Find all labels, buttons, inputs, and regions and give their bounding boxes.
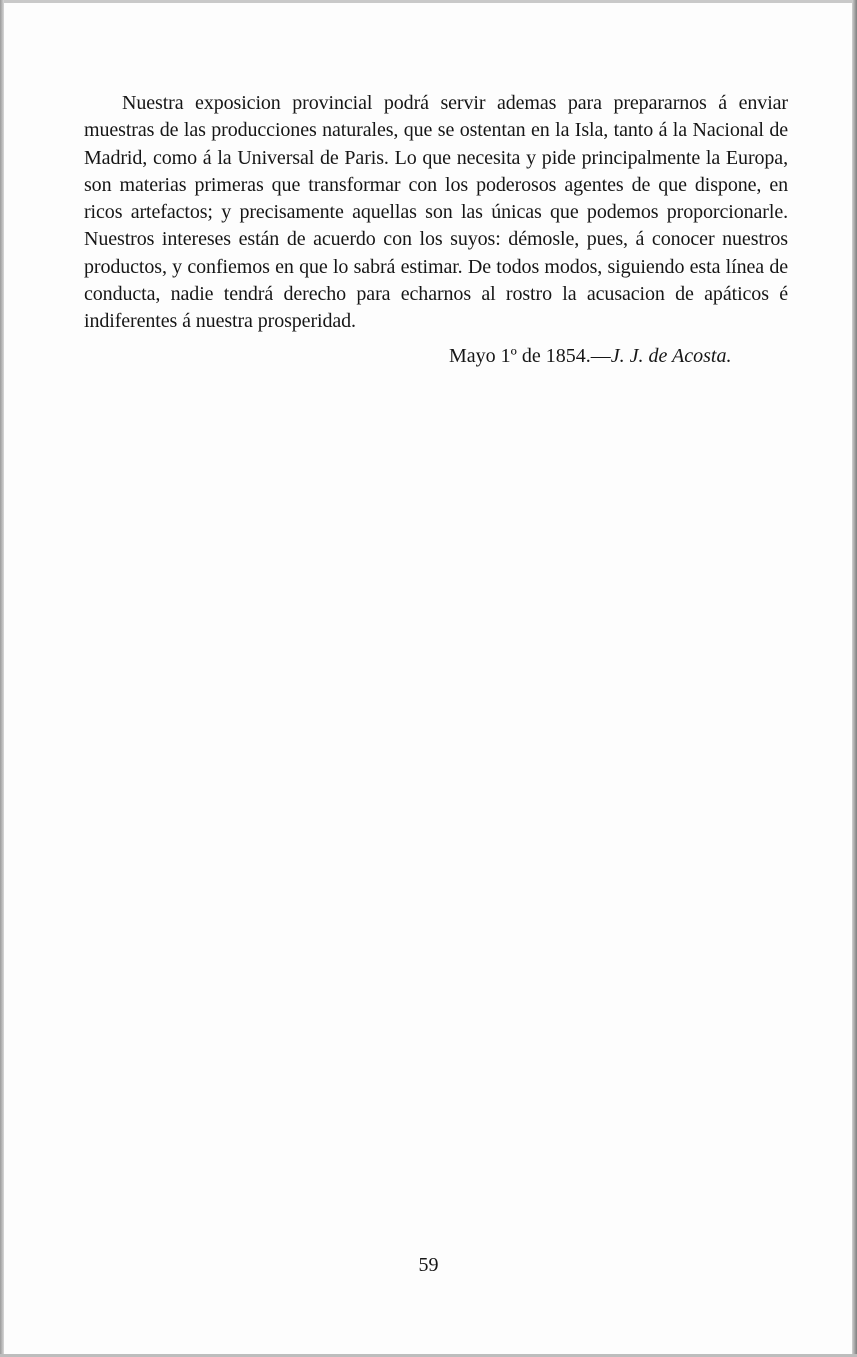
signature-date: Mayo 1º de 1854.— xyxy=(449,345,611,367)
signature-author: J. J. de Acosta. xyxy=(610,345,732,367)
body-paragraph: Nuestra exposicion provincial podrá servir ademas para prepararnos á enviar muestras de las producciones naturales, que se ostentan en la Isla, tanto á la Nacional de Madrid, como á la Universal de Paris. Lo que necesita y pide principalmente la Europa, son materias primeras que transformar con los poderosos agentes de que dispone, en ricos artefactos; y precisamente aquellas son las únicas que podemos proporcionarle. Nuestros intereses están de acuerdo con los suyos: démosle, pues, á conocer nuestros productos, y confiemos en que lo sabrá estimar. De todos modos, siguiendo esta línea de conducta, nadie tendrá derecho para echarnos al rostro la acusacion de apáticos é indiferentes á nuestra prosperidad. xyxy=(84,92,788,333)
page-edge-top xyxy=(0,0,857,3)
page-number: 59 xyxy=(418,1254,439,1276)
page-edge-right xyxy=(852,0,857,1357)
page-edge-left xyxy=(0,0,4,1357)
signature-line xyxy=(449,343,731,370)
